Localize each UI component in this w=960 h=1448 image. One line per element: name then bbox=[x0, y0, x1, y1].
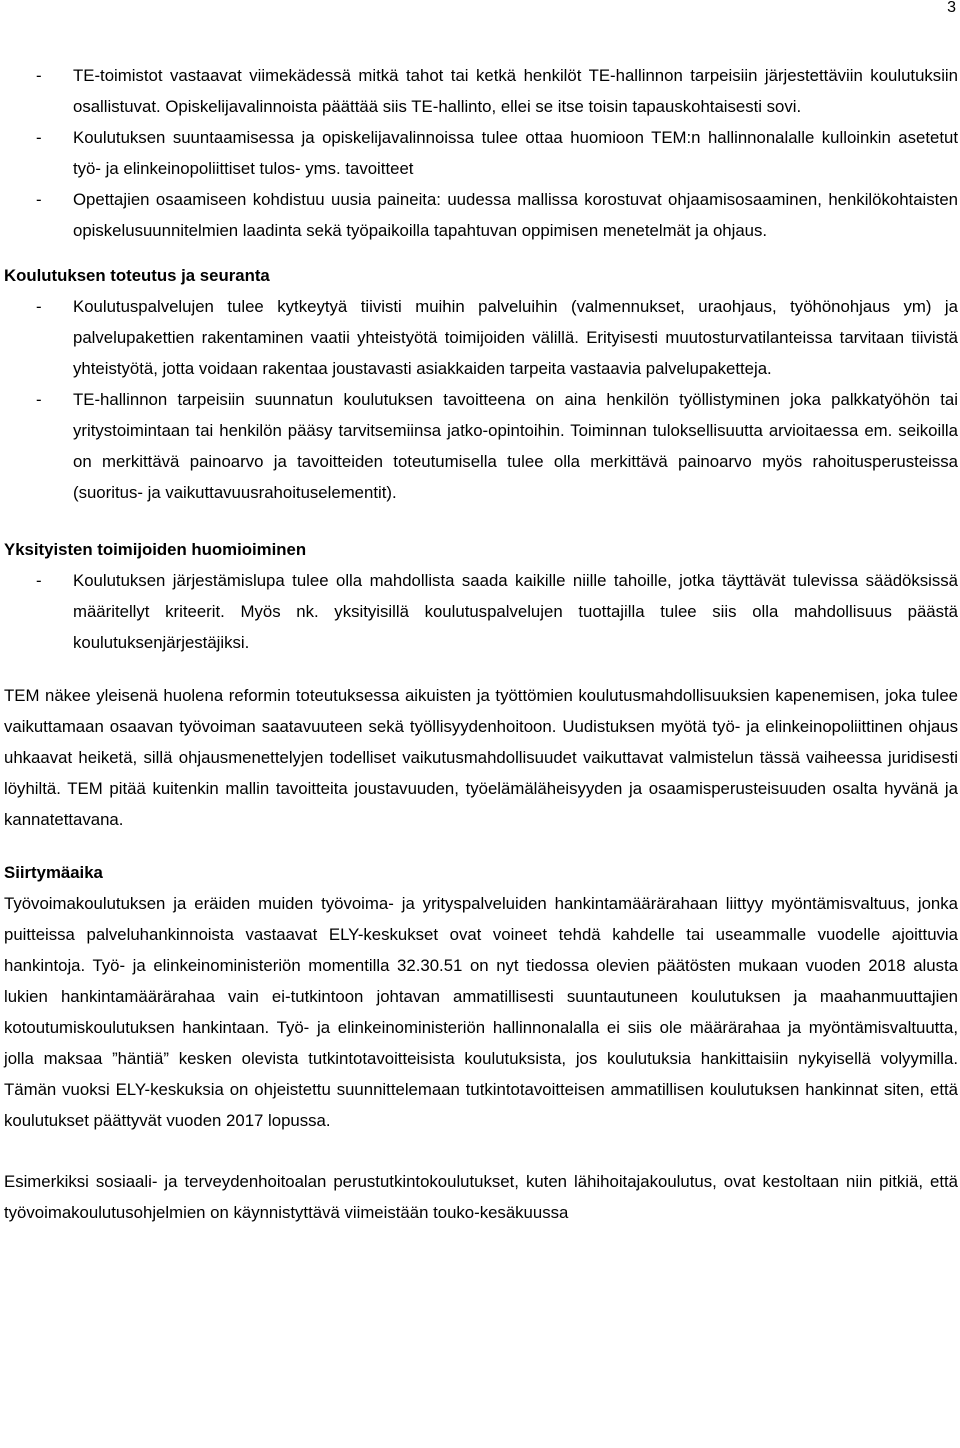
document-page bbox=[4, 60, 958, 1228]
paragraph-siirtymaaika: Työvoimakoulutuksen ja eräiden muiden työvoima- ja yrityspalveluiden hankintamäärärahaan liittyy myöntämisvaltuus, jonka puitteissa palveluhankinnoista vastaavat ELY-keskukset ovat voineet tehdä kahdelle tai useammalle vuodelle ajoittuvia hankintoja. Työ- ja elinkeinoministeriön momentilla 32.30.51 on nyt tiedossa olevien päätösten mukaan vuoden 2018 alusta lukien hankintamäärärahaa vain ei-tutkintoon johtavan ammatillisesti suuntautuneen koulutuksen ja maahanmuuttajien kotoutumiskoulutuksen hankintaan. Työ- ja elinkeinoministeriön hallinnonalalla ei siis ole määrärahaa ja myöntämisvaltuutta, jolla maksaa ”häntiä” kesken olevista tutkintotavoitteisista koulutuksista, jos koulutuksia hankittaisiin nykyisellä volyymilla. Tämän vuoksi ELY-keskuksia on ohjeistettu suunnittelemaan tutkintotavoitteisen ammatillisen koulutuksen hankinnat siten, että koulutukset päättyvät vuoden 2017 lopussa. bbox=[4, 894, 958, 1130]
list-item: - Koulutuksen järjestämislupa tulee olla mahdollista saada kaikille niille tahoille, jotka täyttävät tulevissa säädöksissä määritellyt kriteerit. Myös nk. yksityisillä koulutuspalvelujen tuottajilla tulee siis olla mahdollisuus päästä koulutuksenjärjestäjiksi. bbox=[4, 565, 958, 658]
list-item: - Opettajien osaamiseen kohdistuu uusia paineita: uudessa mallissa korostuvat ohjaamisosaaminen, henkilökohtaisten opiskelusuunnitelmien laadinta sekä työpaikoilla tapahtuvan oppimisen menetelmät ja ohjaus. bbox=[4, 184, 958, 246]
paragraph-esimerkiksi: Esimerkiksi sosiaali- ja terveydenhoitoalan perustutkintokoulutukset, kuten lähihoitajakoulutus, ovat kestoltaan niin pitkiä, että työvoimakoulutusohjelmien on käynnistyttävä viimeistään touko-kesäkuussa bbox=[4, 1172, 958, 1222]
list-item: - Koulutuksen suuntaamisessa ja opiskelijavalinnoissa tulee ottaa huomioon TEM:n hallinnonalalle kulloinkin asetetut työ- ja elinkeinopoliittiset tulos- yms. tavoitteet bbox=[4, 122, 958, 184]
page-number: 3 bbox=[947, 0, 956, 16]
intro-list bbox=[4, 60, 958, 246]
paragraph-tem: TEM näkee yleisenä huolena reformin toteutuksessa aikuisten ja työttömien koulutusmahdollisuuksien kapenemisen, joka tulee vaikuttamaan osaavan työvoiman saatavuuteen sekä työllisyydenhoitoon. Uudistuksen myötä työ- ja elinkeinopoliittinen ohjaus uhkaavat heiketä, sillä ohjausmenettelyjen todelliset vaikutusmahdollisuudet vaikuttavat valmistelun tässä vaiheessa juridisesti löyhiltä. TEM pitää kuitenkin mallin tavoitteita joustavuuden, työelämäläheisyyden ja osaamisperusteisuuden osalta hyvänä ja kannatettavana. bbox=[4, 686, 958, 829]
section-heading-yksityiset: Yksityisten toimijoiden huomioiminen bbox=[4, 540, 307, 559]
section-heading-siirtymaaika: Siirtymäaika bbox=[4, 863, 103, 882]
section-heading-toteutus: Koulutuksen toteutus ja seuranta bbox=[4, 266, 270, 285]
yksityiset-list bbox=[4, 565, 958, 658]
toteutus-list bbox=[4, 291, 958, 508]
list-item: - TE-hallinnon tarpeisiin suunnatun koulutuksen tavoitteena on aina henkilön työllistyminen joka palkkatyöhön tai yritystoimintaan tai henkilön pääsy tarvitsemiinsa jatko-opintoihin. Toiminnan tuloksellisuutta arvioitaessa em. seikoilla on merkittävä painoarvo ja tavoitteiden toteutumisella tulee olla merkittävä painoarvo myös rahoitusperusteissa (suoritus- ja vaikuttavuusrahoituselementit). bbox=[4, 384, 958, 508]
list-item: - TE-toimistot vastaavat viimekädessä mitkä tahot tai ketkä henkilöt TE-hallinnon tarpeisiin järjestettäviin koulutuksiin osallistuvat. Opiskelijavalinnoista päättää siis TE-hallinto, ellei se itse toisin tapauskohtaisesti sovi. bbox=[4, 60, 958, 122]
list-item: - Koulutuspalvelujen tulee kytkeytyä tiivisti muihin palveluihin (valmennukset, uraohjaus, työhönohjaus ym) ja palvelupakettien rakentaminen vaatii yhteistyötä toimijoiden välillä. Erityisesti muutosturvatilanteissa tarvitaan tiivistä yhteistyötä, jotta voidaan rakentaa joustavasti asiakkaiden tarpeita vastaavia palvelupaketteja. bbox=[4, 291, 958, 384]
